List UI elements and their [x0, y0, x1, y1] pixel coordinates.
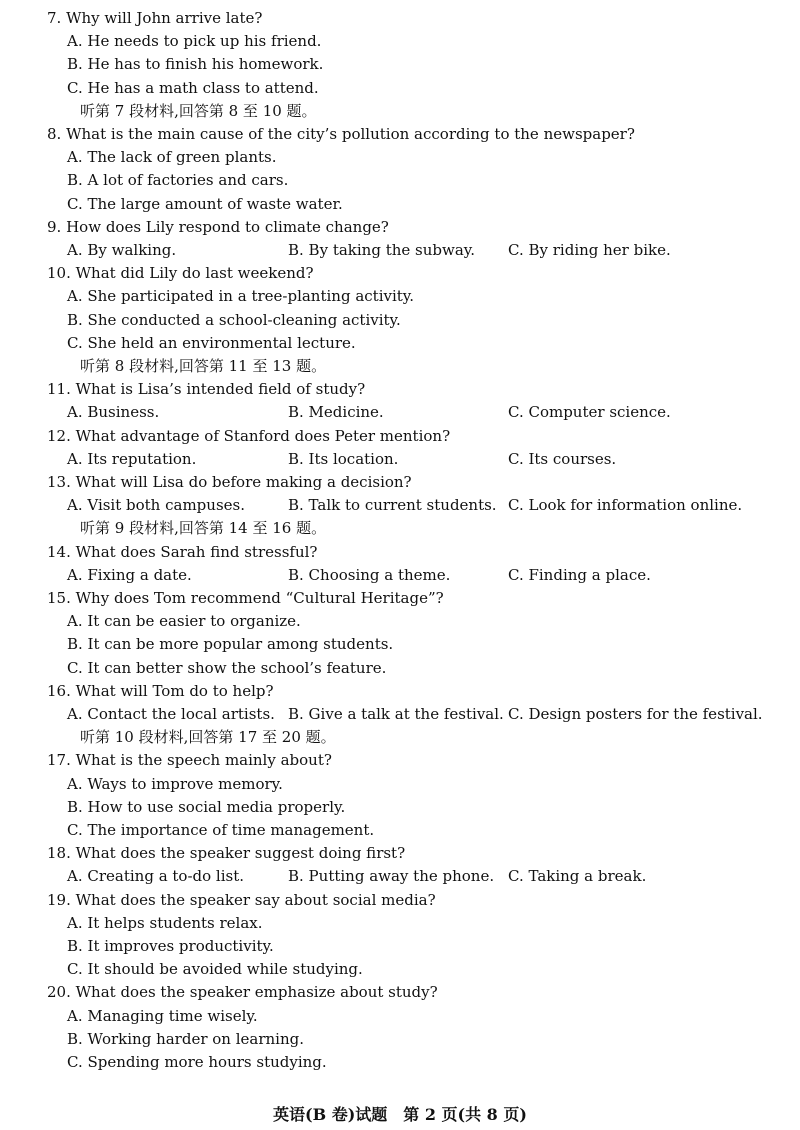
answer-option: B. Choosing a theme.: [288, 565, 451, 584]
question-stem: [47, 681, 274, 701]
answer-option: A. By walking.: [67, 241, 177, 259]
answer-option: C. He has a math class to attend.: [67, 78, 319, 97]
answer-option: C. Taking a break.: [508, 867, 647, 886]
question-number: 16.: [47, 681, 71, 700]
question-text: What does the speaker emphasize about study?: [75, 983, 438, 1002]
answer-option: B. She conducted a school-cleaning activity.: [67, 310, 401, 329]
question-number: 7.: [47, 9, 62, 27]
question-number: 12.: [47, 426, 71, 445]
question-text: How does Lily respond to climate change?: [66, 217, 389, 236]
answer-option: B. How to use social media properly.: [67, 797, 346, 816]
question-number: 13.: [47, 473, 71, 491]
answer-option: B. A lot of factories and cars.: [67, 171, 289, 190]
question-text: What is the main cause of the city’s pollution according to the newspaper?: [66, 125, 635, 143]
answer-option: B. By taking the subway.: [288, 241, 476, 259]
answer-option: C. Finding a place.: [508, 565, 651, 584]
answer-option: A. Visit both campuses.: [67, 496, 245, 515]
section-instruction: 听第 10 段材料,回答第 17 至 20 题。: [80, 728, 336, 747]
answer-option: A. Ways to improve memory.: [67, 774, 283, 793]
question-stem: [47, 217, 389, 237]
question-number: 20.: [47, 983, 71, 1002]
section-instruction: 听第 8 段材料,回答第 11 至 13 题。: [80, 357, 327, 375]
answer-option: A. He needs to pick up his friend.: [67, 32, 322, 51]
answer-option: C. The importance of time management.: [67, 821, 375, 839]
answer-option: C. By riding her bike.: [508, 241, 671, 259]
question-number: 8.: [47, 125, 62, 143]
answer-option: A. It helps students relax.: [67, 913, 263, 932]
section-instruction: 听第 9 段材料,回答第 14 至 16 题。: [80, 519, 327, 538]
answer-option: B. Talk to current students.: [288, 496, 497, 515]
page-footer: 英语(B 卷)试题 第 2 页(共 8 页): [273, 1105, 527, 1124]
answer-option: A. Managing time wisely.: [67, 1006, 258, 1025]
question-text: What does the speaker say about social media?: [75, 890, 436, 909]
answer-option: B. It improves productivity.: [67, 937, 274, 955]
question-stem: [47, 124, 635, 144]
answer-option: C. It should be avoided while studying.: [67, 960, 363, 979]
question-stem: [47, 982, 438, 1002]
answer-option: B. Working harder on learning.: [67, 1029, 305, 1048]
answer-option: B. It can be more popular among students.: [67, 635, 394, 654]
answer-option: C. She held an environmental lecture.: [67, 333, 356, 352]
question-number: 17.: [47, 751, 71, 770]
answer-option: C. Computer science.: [508, 403, 671, 422]
question-number: 11.: [47, 380, 71, 399]
answer-option: B. Give a talk at the festival.: [288, 705, 504, 723]
question-number: 15.: [47, 589, 71, 607]
answer-option: C. It can better show the school’s feature.: [67, 658, 387, 677]
answer-option: A. The lack of green plants.: [67, 148, 277, 167]
answer-option: A. Business.: [67, 403, 160, 422]
answer-option: B. Putting away the phone.: [288, 867, 495, 886]
question-text: What will Lisa do before making a decision?: [75, 473, 412, 491]
answer-option: B. Its location.: [288, 449, 399, 468]
question-text: What does Sarah find stressful?: [75, 542, 318, 561]
question-number: 14.: [47, 542, 71, 561]
question-stem: [47, 379, 365, 399]
question-stem: [47, 8, 262, 28]
question-stem: [47, 750, 332, 770]
question-number: 19.: [47, 890, 71, 909]
question-text: What is the speech mainly about?: [75, 751, 332, 770]
answer-option: C. Design posters for the festival.: [508, 705, 763, 723]
question-stem: [47, 542, 317, 562]
question-text: Why does Tom recommend “Cultural Heritage”?: [75, 589, 444, 607]
section-instruction: 听第 7 段材料,回答第 8 至 10 题。: [80, 101, 317, 120]
question-stem: [47, 263, 314, 283]
question-stem: [47, 843, 405, 863]
question-text: What does the speaker suggest doing first?: [75, 844, 406, 863]
question-text: What is Lisa’s intended field of study?: [75, 380, 366, 399]
question-number: 18.: [47, 844, 71, 863]
answer-option: C. Look for information online.: [508, 496, 743, 515]
question-text: What advantage of Stanford does Peter mention?: [75, 426, 451, 445]
answer-option: A. Fixing a date.: [67, 565, 192, 584]
answer-option: C. Spending more hours studying.: [67, 1053, 327, 1071]
question-stem: [47, 588, 444, 608]
answer-option: B. He has to finish his homework.: [67, 55, 324, 74]
answer-option: A. Its reputation.: [67, 449, 197, 468]
question-number: 9.: [47, 217, 62, 236]
answer-option: C. The large amount of waste water.: [67, 194, 343, 213]
question-text: What will Tom do to help?: [75, 681, 274, 700]
question-stem: [47, 472, 412, 492]
question-text: Why will John arrive late?: [66, 9, 263, 27]
answer-option: A. Creating a to-do list.: [67, 867, 245, 886]
answer-option: A. She participated in a tree-planting activity.: [67, 287, 415, 306]
question-stem: [47, 426, 450, 446]
answer-option: C. Its courses.: [508, 449, 617, 468]
question-text: What did Lily do last weekend?: [75, 264, 314, 283]
answer-option: A. Contact the local artists.: [67, 705, 275, 723]
question-stem: [47, 890, 436, 910]
answer-option: B. Medicine.: [288, 403, 384, 422]
answer-option: A. It can be easier to organize.: [67, 612, 301, 631]
question-number: 10.: [47, 264, 71, 283]
